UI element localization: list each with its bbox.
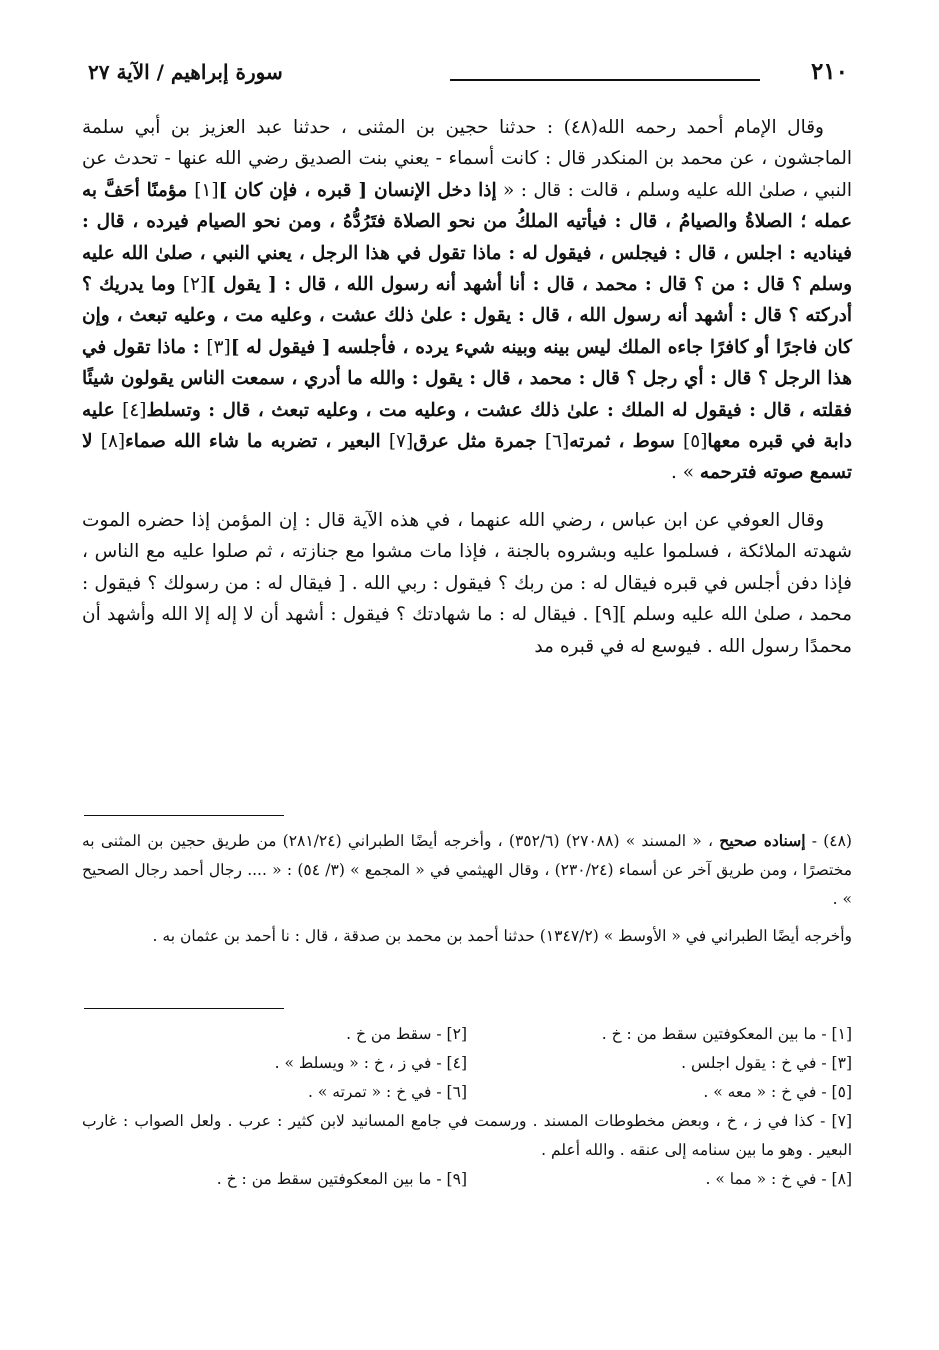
text-run: [٦] <box>544 431 570 453</box>
variant-note: [٣] - في خ : يقول اجلس . <box>681 1054 852 1072</box>
variant-note: [٧] - كذا في ز ، خ ، وبعض مخطوطات المسند . ورسمت في جامع المسانيد لابن كثير : عرب . ولعل الصواب : غارب البعير . وهو ما بين سنامه إلى عنقه . والله أعلم . <box>82 1112 852 1159</box>
paragraph-hadith <box>82 112 852 489</box>
bold-run: عليه دابة في قبره معها <box>82 399 852 453</box>
bold-run: : ماذا تقول في هذا الرجل ؟ قال : أي رجل ؟ قال : محمد ، قال : يقول : والله ما أدري ، سمعت الناس يقولون شيئًا فقلته ، قال : فيقول له الملك : علىٰ ذلك عشت ، وعليه مت ، وعليه تبعث ، قال : وتسلط <box>82 336 852 421</box>
variant-note: [٩] - ما بين المعكوفتين سقط من : خ . <box>216 1170 467 1188</box>
variant-note: [١] - ما بين المعكوفتين سقط من : خ . <box>601 1025 852 1043</box>
variant-readings <box>82 1020 852 1194</box>
bold-run: جمرة مثل عرق <box>413 431 545 453</box>
variant-row <box>82 1165 852 1194</box>
variant-note: [٦] - في خ : « تمرته » . <box>308 1083 467 1101</box>
text-run: وقال العوفي عن ابن عباس ، رضي الله عنهما ، في هذه الآية قال : إن المؤمن إذا حضره الموت شهدته الملائكة ، فسلموا عليه وبشروه بالجنة ، فإذا مات مشوا مع جنازته ، ثم صلوا عليه مع الناس ، فإذا دفن أجلس في قبره فيقال له : من ربك ؟ فيقول : ربي الله . [ فيقال له : من رسولك ؟ فيقول : محمد ، صلىٰ الله عليه وسلم ] <box>82 509 852 626</box>
text-run: [٩] <box>594 604 620 626</box>
paragraph-awfi <box>82 505 852 662</box>
variant-note: [٥] - في خ : « معه » . <box>703 1083 852 1101</box>
bold-run: سوط ، ثمرته <box>569 431 684 453</box>
text-run: [٢] <box>182 274 208 296</box>
bold-run: مؤمنًا أحَفَّ به عمله ؛ الصلاةُ والصيامُ ، قال : فيأتيه الملكُ من نحو الصلاة فتَرُدُّهُ ، ومن نحو الصيام فيرده ، قال : فيناديه : اجلس ، قال : فيجلس ، فيقول له : ماذا تقول في هذا الرجل ، يعني النبي ، صلىٰ الله عليه وسلم ؟ قال : من ؟ قال : محمد ، قال : أنا أشهد أنه رسول الله ، قال : [ يقول ] <box>82 179 852 296</box>
variant-note: [٢] - سقط من خ . <box>346 1025 467 1043</box>
footnote-48-extra <box>82 922 852 951</box>
main-text <box>82 112 852 662</box>
variant-note: [٨] - في خ : « مما » . <box>705 1170 852 1188</box>
page-number: ٢١٠ <box>810 58 848 85</box>
text-run: ، « المسند » (٢٧٠٨٨) (٣٥٢/٦) ، وأخرجه أيضًا الطبراني (٢٨١/٢٤) من طريق حجين بن المثنى به مختصرًا ، ومن طريق آخر عن أسماء (٢٣٠/٢٤) ، وقال الهيثمي في « المجمع » (٣/ ٥٤) : « .... رجال أحمد رجال الصحيح » . <box>82 832 852 908</box>
variant-note: [٤] - في ز ، خ : « ويسلط » . <box>274 1054 467 1072</box>
text-run: [٧] <box>388 431 414 453</box>
text-run: (٤٨) - <box>805 832 852 850</box>
bold-run: البعير ، تضربه ما شاء الله صماء <box>125 431 389 453</box>
bold-run: وما يدريك ؟ أدركته ؟ قال : أشهد أنه رسول الله ، قال : يقول : علىٰ ذلك عشت ، وعليه مت ، وعليه تبعث ، وإن كان فاجرًا أو كافرًا جاءه الملك ليس بينه وبينه شيء يرده ، فأجلسه [ فيقول له ] <box>82 274 852 358</box>
bold-run: إسناده صحيح <box>719 831 806 850</box>
text-run: : حدثنا حجين بن المثنى ، حدثنا عبد العزيز بن أبي سلمة الماجشون ، عن محمد بن المنكدر قال : كانت أسماء - يعني بنت الصديق رضي الله عنها - تحدث عن النبي ، صلىٰ الله عليه وسلم ، قالت : قال : « <box>82 117 853 201</box>
text-run: » . <box>670 462 700 484</box>
text-run: (٤٨) <box>563 117 598 138</box>
text-run: [٨] <box>100 431 126 453</box>
footnote-48-extra-text: وأخرجه أيضًا الطبراني في « الأوسط » (١٣٤٧/٢) حدثنا أحمد بن محمد بن صدقة ، قال : نا أحمد بن عثمان به . <box>152 927 852 945</box>
variants-rule <box>84 1008 284 1009</box>
footnote-48 <box>82 826 852 914</box>
text-run: وقال الإمام أحمد رحمه الله <box>597 117 824 138</box>
bold-run: إذا دخل الإنسان [ قبره ، فإن كان ] <box>218 179 497 201</box>
text-run: [١] <box>194 179 219 201</box>
variant-row <box>82 1049 852 1078</box>
text-run: [٤] <box>122 399 147 421</box>
text-run: [٣] <box>206 336 231 358</box>
bold-run: لا تسمع صوته فترحمه <box>82 431 852 484</box>
header-rule <box>450 79 760 81</box>
variant-row <box>82 1020 852 1049</box>
text-run: . فيقال له : ما شهادتك ؟ فيقول : أشهد أن لا إله إلا الله وأشهد أن محمدًا رسول الله . فيوسع له في قبره مد <box>82 604 852 657</box>
footnote-rule <box>84 815 284 816</box>
footnote-48-text <box>82 826 852 914</box>
text-run: [٥] <box>683 431 708 453</box>
page-header <box>86 58 850 92</box>
variant-row <box>82 1078 852 1107</box>
running-title: سورة إبراهيم / الآية ٢٧ <box>88 60 283 84</box>
